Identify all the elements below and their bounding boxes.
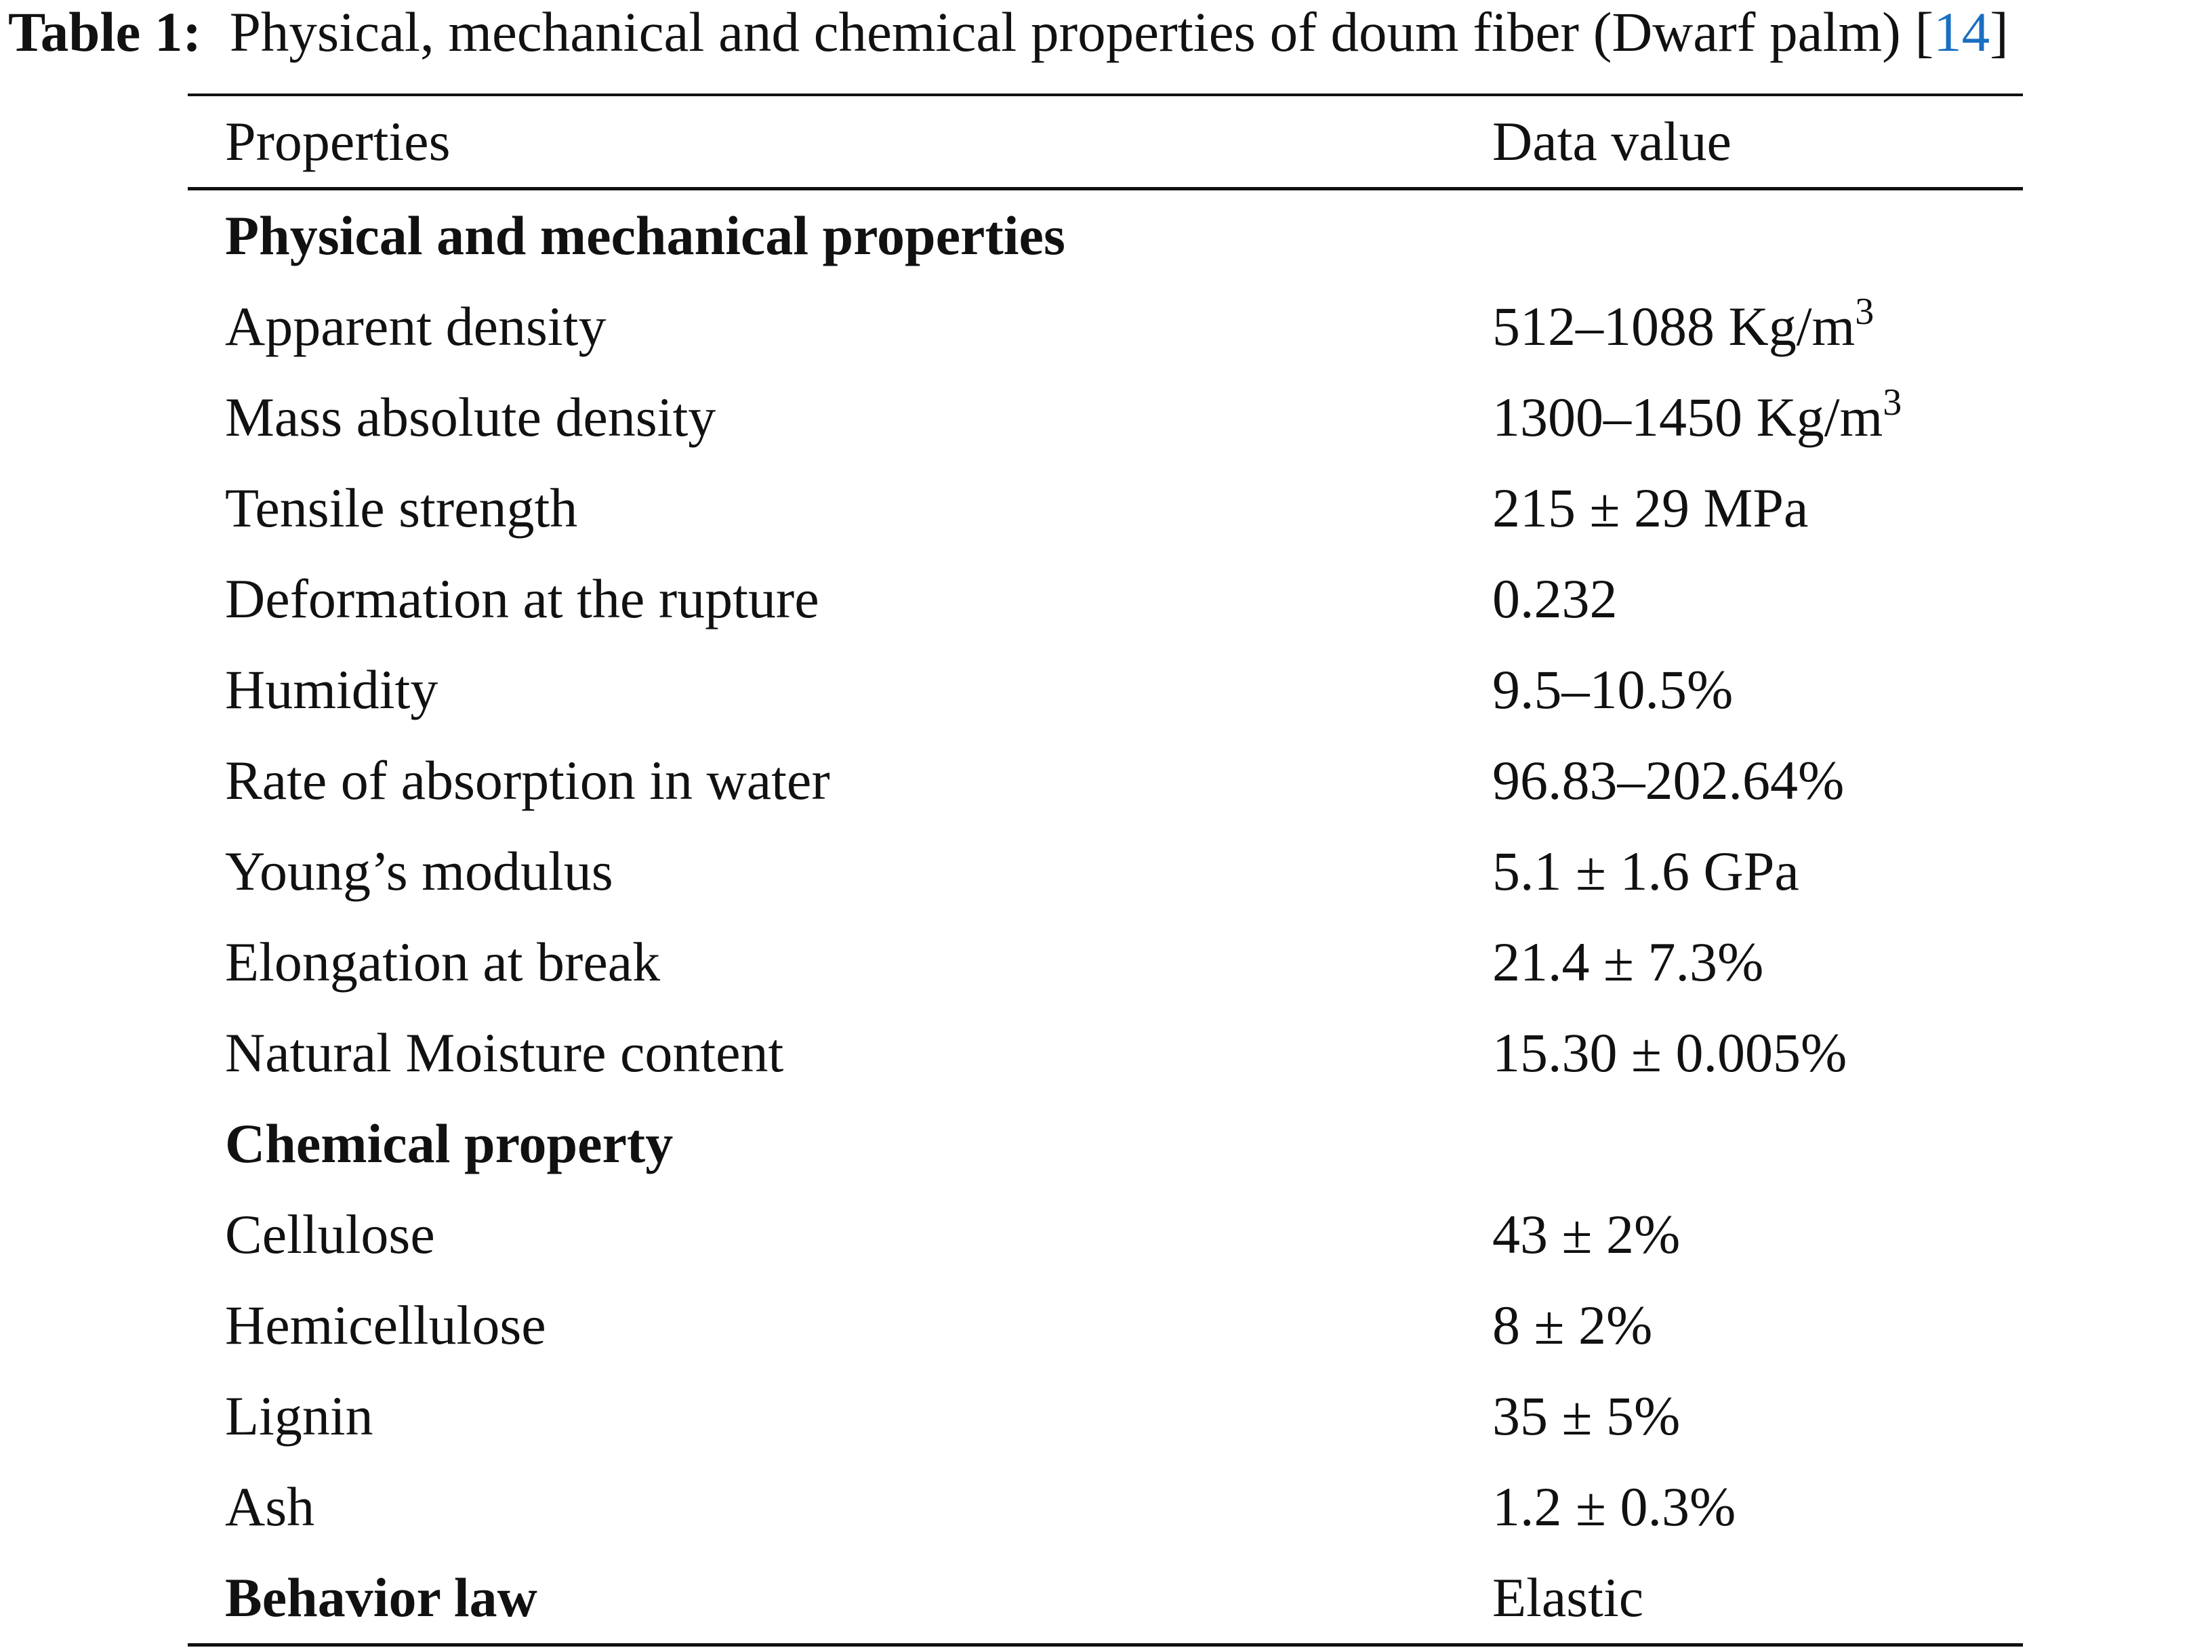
table-caption	[8, 0, 2211, 64]
value-cell	[1492, 1462, 1736, 1552]
value-cell	[1492, 1008, 1847, 1098]
table-row	[188, 372, 2023, 463]
section-heading: Chemical property	[225, 1113, 674, 1174]
value-text: 1.2 ± 0.3%	[1492, 1476, 1736, 1537]
section-row	[188, 1552, 2023, 1643]
value-text: 215 ± 29 MPa	[1492, 477, 1809, 539]
table-header-row	[188, 96, 2023, 187]
table-row	[188, 1462, 2023, 1552]
section-row	[188, 190, 2023, 281]
value-cell	[1492, 644, 1733, 735]
table-row	[188, 281, 2023, 372]
value-text: 21.4 ± 7.3%	[1492, 931, 1764, 993]
value-cell	[1492, 281, 1874, 372]
value-cell	[1492, 463, 1808, 554]
table-body	[188, 190, 2023, 1643]
table-row	[188, 826, 2023, 917]
table-row	[188, 917, 2023, 1008]
value-text: 1300–1450 Kg/m	[1492, 386, 1883, 448]
properties-table	[188, 94, 2023, 1647]
header-properties: Properties	[225, 110, 451, 172]
caption-text: Physical, mechanical and chemical properties of doum fiber (Dwarf palm) [	[229, 1, 1934, 63]
property-cell: Deformation at the rupture	[225, 568, 819, 629]
property-cell: Ash	[225, 1476, 315, 1537]
value-text: 512–1088 Kg/m	[1492, 295, 1856, 357]
table-bottom-rule	[188, 1643, 2023, 1647]
table-row	[188, 1189, 2023, 1280]
value-text: 96.83–202.64%	[1492, 749, 1845, 811]
value-text: 8 ± 2%	[1492, 1294, 1653, 1356]
value-text: 5.1 ± 1.6 GPa	[1492, 840, 1799, 902]
table-row	[188, 644, 2023, 735]
caption-reference-link[interactable]: 14	[1933, 1, 1990, 63]
value-superscript: 3	[1883, 381, 1902, 424]
header-data-value: Data value	[1492, 110, 1732, 172]
value-text: Elastic	[1492, 1567, 1644, 1628]
table-row	[188, 1280, 2023, 1371]
value-cell	[1492, 1371, 1680, 1462]
section-row	[188, 1098, 2023, 1189]
value-cell	[1492, 372, 1902, 463]
property-cell: Elongation at break	[225, 931, 661, 993]
caption-label: Table 1:	[8, 1, 202, 63]
value-cell	[1492, 1552, 1643, 1643]
table-row	[188, 1008, 2023, 1098]
value-superscript: 3	[1855, 291, 1875, 333]
value-text: 43 ± 2%	[1492, 1203, 1681, 1265]
value-cell	[1492, 1280, 1652, 1371]
section-heading: Behavior law	[225, 1567, 537, 1628]
property-cell: Young’s modulus	[225, 840, 613, 902]
section-heading: Physical and mechanical properties	[225, 205, 1065, 266]
value-text: 0.232	[1492, 568, 1618, 629]
value-cell	[1492, 735, 1844, 826]
value-text: 15.30 ± 0.005%	[1492, 1022, 1847, 1083]
table-row	[188, 735, 2023, 826]
property-cell: Tensile strength	[225, 477, 578, 539]
value-cell	[1492, 1189, 1680, 1280]
table-row	[188, 463, 2023, 554]
value-cell	[1492, 826, 1799, 917]
value-text: 35 ± 5%	[1492, 1385, 1681, 1447]
value-text: 9.5–10.5%	[1492, 659, 1734, 720]
property-cell: Mass absolute density	[225, 386, 716, 448]
table-row	[188, 1371, 2023, 1462]
value-cell	[1492, 917, 1763, 1008]
property-cell: Natural Moisture content	[225, 1022, 784, 1083]
table-row	[188, 554, 2023, 644]
property-cell: Lignin	[225, 1385, 373, 1447]
property-cell: Cellulose	[225, 1203, 435, 1265]
property-cell: Apparent density	[225, 295, 607, 357]
property-cell: Rate of absorption in water	[225, 749, 830, 811]
property-cell: Hemicellulose	[225, 1294, 546, 1356]
property-cell: Humidity	[225, 659, 438, 720]
value-cell	[1492, 554, 1618, 644]
caption-close-bracket: ]	[1990, 1, 2009, 63]
